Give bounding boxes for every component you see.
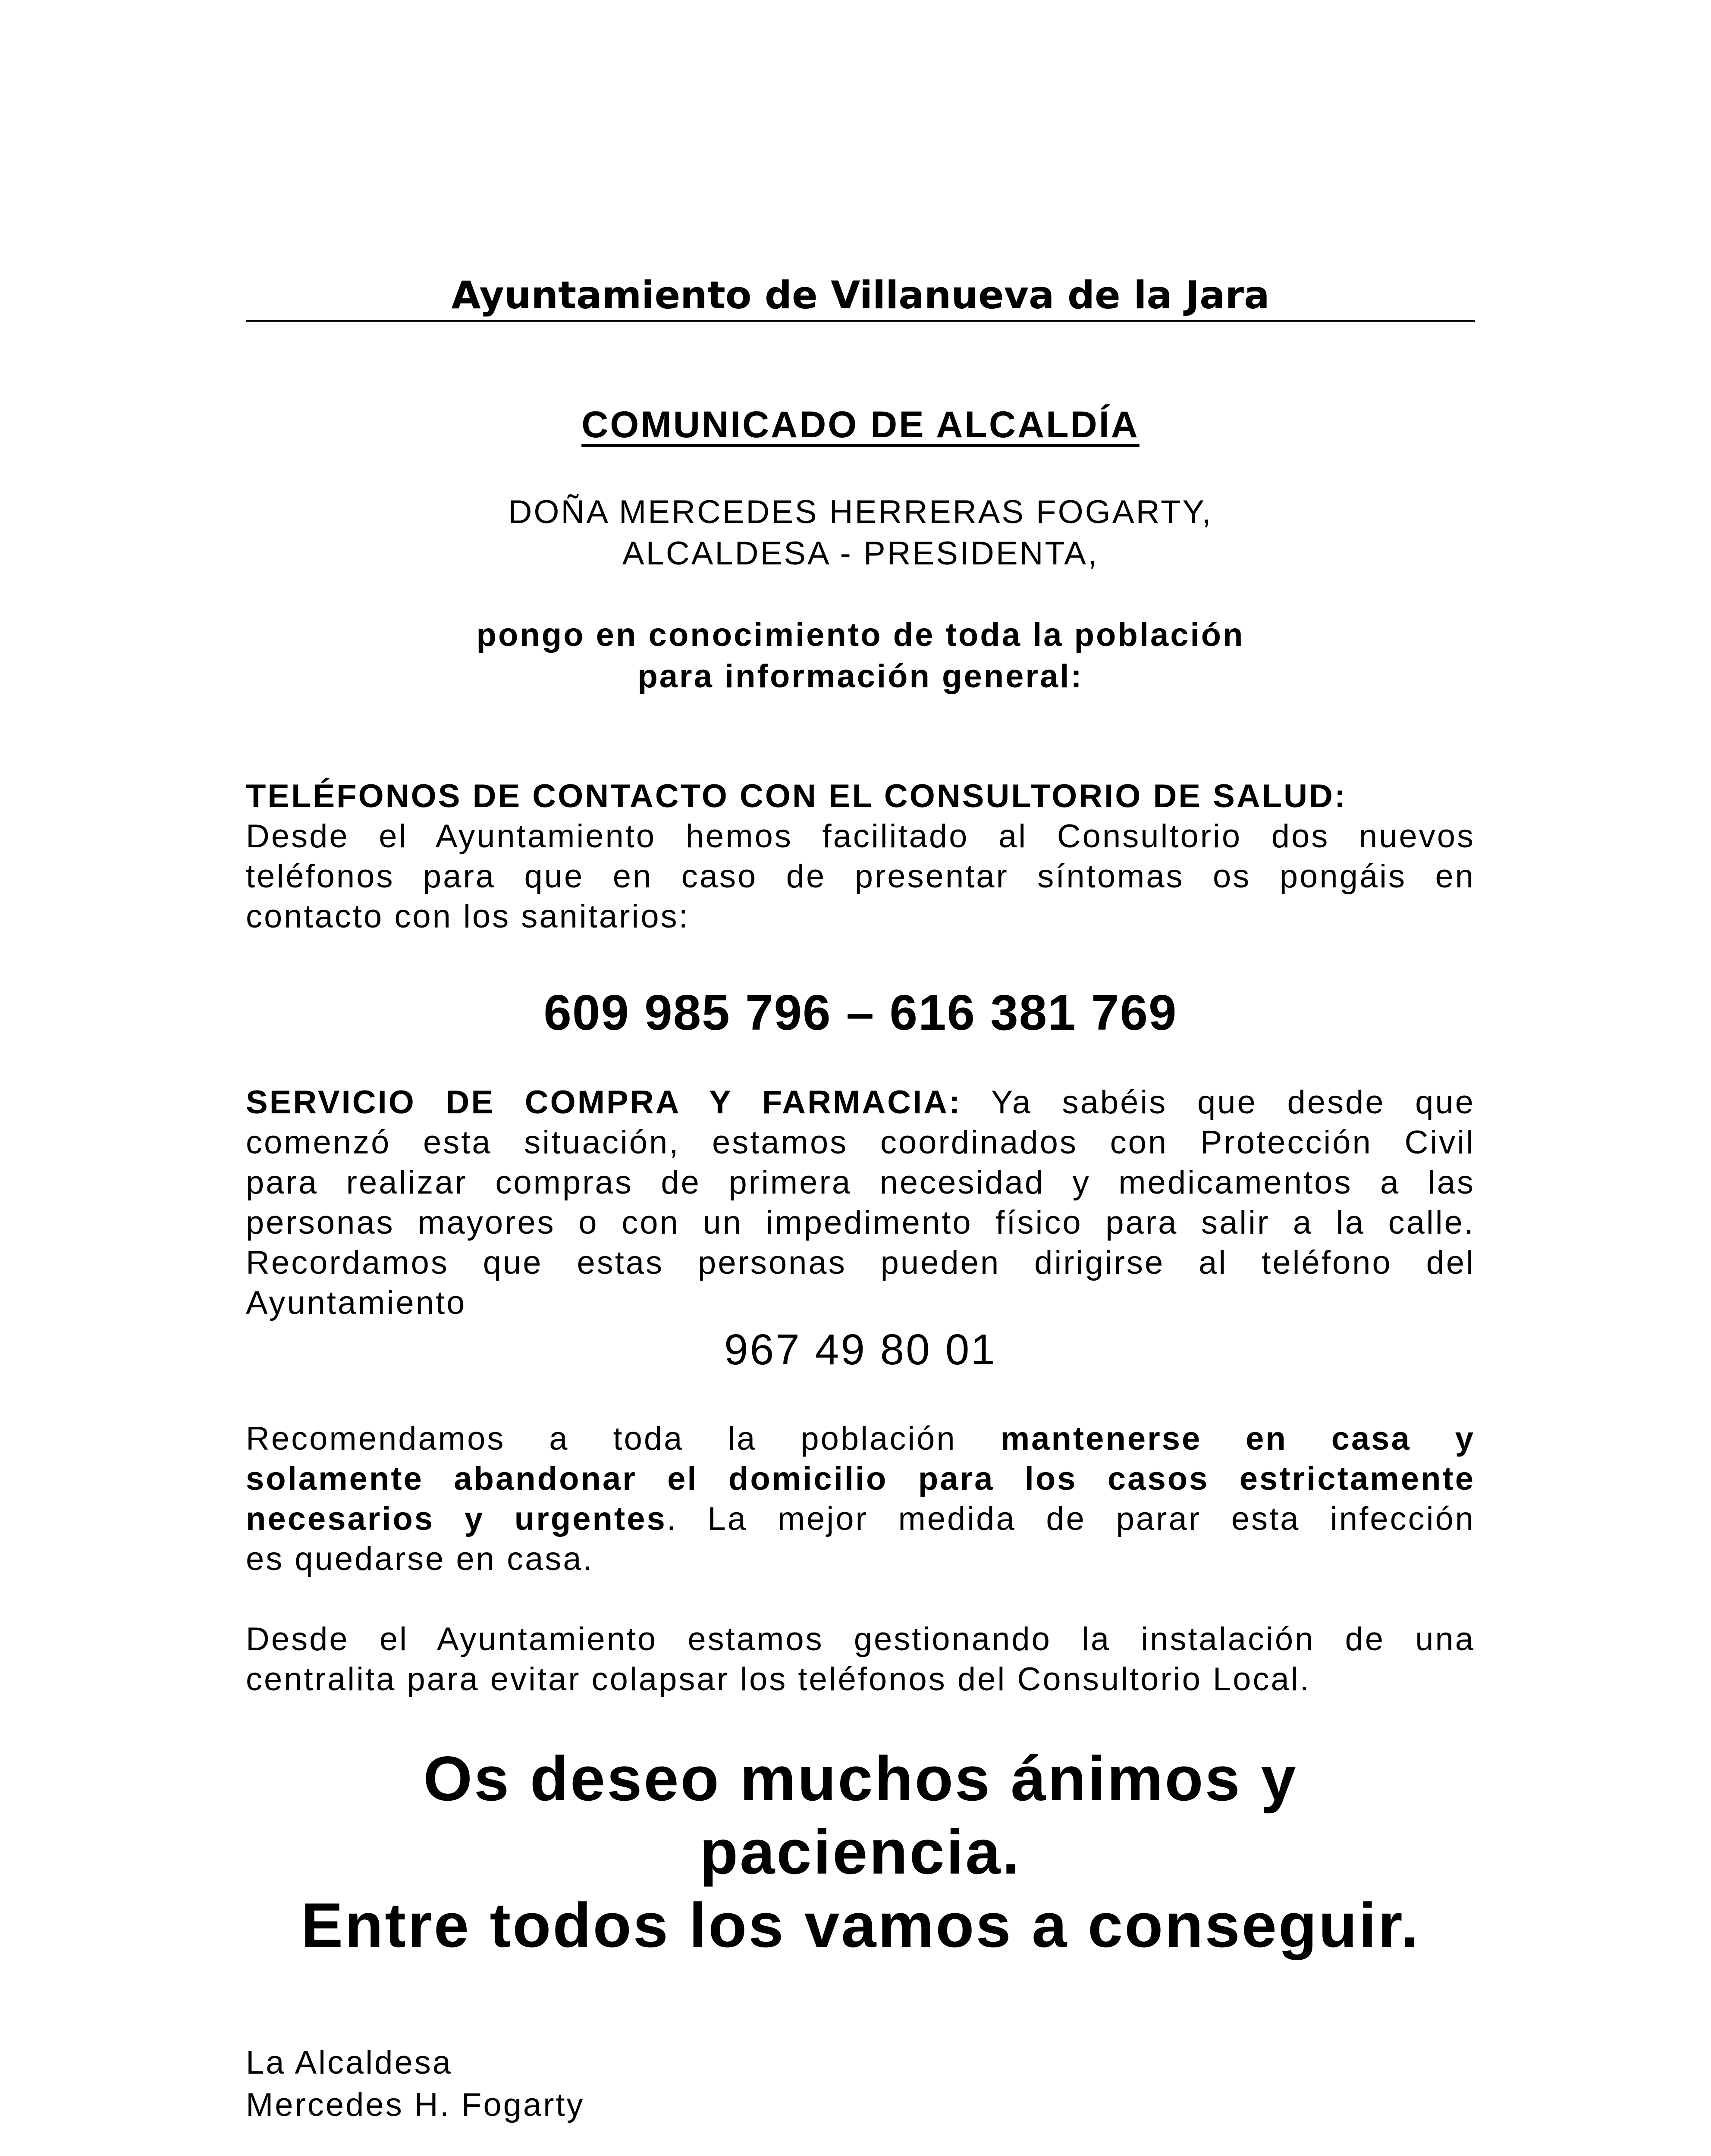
compra-line-1-rest: Ya sabéis que desde que (961, 1084, 1475, 1121)
compra-line-1 (246, 1082, 1475, 1122)
compra-line-6: Ayuntamiento (246, 1285, 467, 1321)
telefonos-line-1: Desde el Ayuntamiento hemos facilitado al Consultorio dos nuevos (246, 818, 1475, 855)
compra-line-3: para realizar compras de primera necesidad y medicamentos a las (246, 1164, 1475, 1201)
compra-section (246, 1082, 1475, 1323)
telefonos-line-3: contacto con los sanitarios: (246, 898, 690, 935)
closing-line-3: Entre todos los vamos a conseguir. (301, 1890, 1420, 1960)
closing-line-1: Os deseo muchos ánimos y (423, 1743, 1298, 1814)
recomendamos-line-4: es quedarse en casa. (246, 1541, 594, 1577)
recomendamos-line-1 (246, 1419, 1475, 1459)
compra-line-4: personas mayores o con un impedimento físico para salir a la calle. (246, 1204, 1475, 1241)
centralita-line-2: centralita para evitar colapsar los teléfonos del Consultorio Local. (246, 1661, 1311, 1698)
compra-line-5: Recordamos que estas personas pueden dirigirse al teléfono del (246, 1244, 1475, 1281)
intro-block (246, 614, 1475, 697)
health-phone-numbers: 609 985 796 – 616 381 769 (543, 984, 1177, 1040)
telefonos-section (246, 776, 1475, 937)
closing-line-2: paciencia. (699, 1817, 1022, 1887)
signature-role: La Alcaldesa (246, 2044, 452, 2081)
telefonos-heading: TELÉFONOS DE CONTACTO CON EL CONSULTORIO DE SALUD: (246, 778, 1347, 815)
recomendamos-line-3-bold: necesarios y urgentes (246, 1501, 667, 1537)
header-title: Ayuntamiento de Villanueva de la Jara (451, 273, 1270, 317)
compra-heading: SERVICIO DE COMPRA Y FARMACIA: (246, 1084, 962, 1121)
closing-message (246, 1742, 1475, 1962)
mayor-block (246, 492, 1475, 574)
telefonos-line-2: teléfonos para que en caso de presentar síntomas os pongáis en (246, 858, 1475, 895)
document-heading: COMUNICADO DE ALCALDÍA (581, 404, 1140, 445)
recomendamos-line-2: solamente abandonar el domicilio para los casos estrictamente (246, 1460, 1475, 1497)
recomendamos-line-3-rest: . La mejor medida de parar esta infección (666, 1501, 1475, 1537)
centralita-line-1: Desde el Ayuntamiento estamos gestionando la instalación de una (246, 1621, 1475, 1658)
ayuntamiento-phone: 967 49 80 01 (724, 1326, 997, 1374)
recomendamos-line-1-start: Recomendamos a toda la población (246, 1420, 1001, 1457)
recomendamos-line-3 (246, 1499, 1475, 1539)
mayor-name: DOÑA MERCEDES HERRERAS FOGARTY, (508, 494, 1213, 530)
intro-line-2: para información general: (637, 658, 1083, 695)
recomendamos-line-1-bold: mantenerse en casa y (1000, 1420, 1475, 1457)
compra-line-2: comenzó esta situación, estamos coordinados con Protección Civil (246, 1124, 1475, 1161)
intro-line-1: pongo en conocimiento de toda la población (476, 617, 1245, 653)
centralita-section (246, 1619, 1475, 1699)
mayor-role: ALCALDESA - PRESIDENTA, (622, 535, 1099, 572)
header-rule (246, 320, 1475, 322)
signature-block (246, 2042, 1108, 2126)
signature-name: Mercedes H. Fogarty (246, 2087, 585, 2123)
recomendamos-section (246, 1419, 1475, 1579)
